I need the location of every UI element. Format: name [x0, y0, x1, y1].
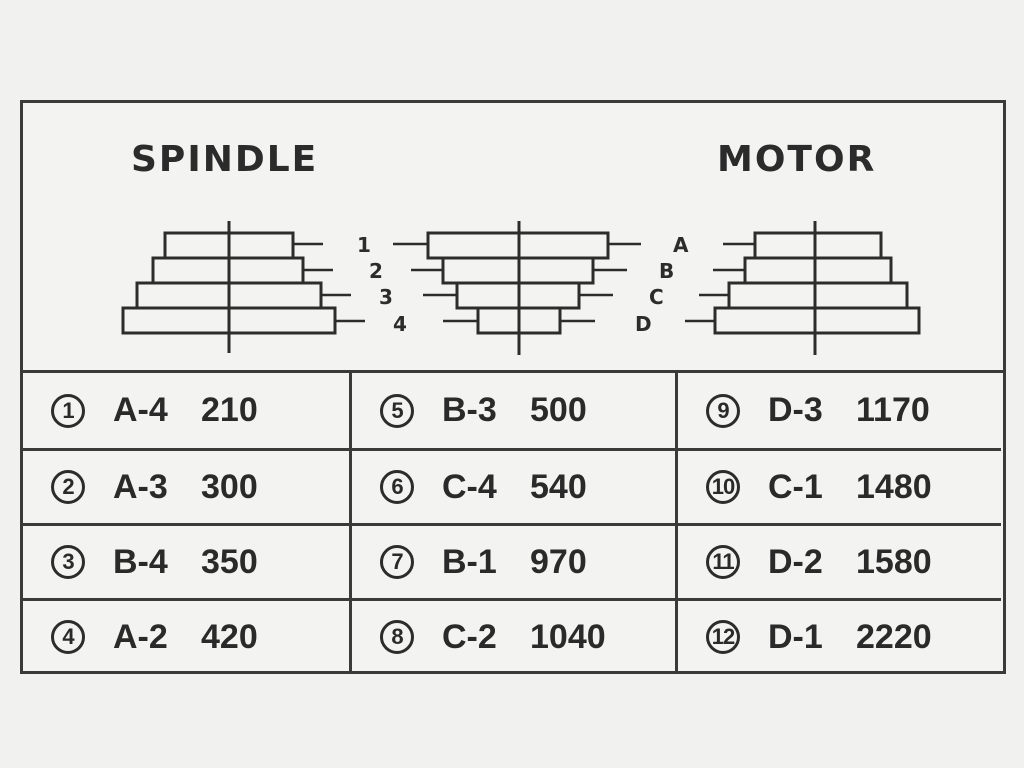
- speed-cell: [349, 448, 675, 523]
- speed-chart-plate: [20, 100, 1006, 674]
- belt-combo: B-1: [442, 542, 497, 581]
- step-number: 4: [51, 620, 85, 654]
- speed-cell: [349, 523, 675, 598]
- rpm-value: 970: [530, 542, 587, 581]
- motor-step-a: [755, 233, 881, 258]
- step-number: 1: [51, 394, 85, 428]
- step-number: 6: [380, 470, 414, 504]
- motor-step-label: C: [649, 285, 664, 309]
- belt-combo: A-4: [113, 391, 168, 429]
- speed-cell: [23, 448, 349, 523]
- rpm-value: 300: [201, 467, 258, 506]
- rpm-value: 350: [201, 542, 258, 581]
- speed-cell: [675, 523, 1001, 598]
- step-number: 11: [706, 545, 740, 579]
- rpm-value: 1580: [856, 542, 932, 581]
- rpm-value: 1040: [530, 617, 606, 656]
- pulley-diagram: [23, 103, 1003, 373]
- motor-step-label: D: [635, 312, 652, 336]
- speed-cell: [23, 373, 349, 448]
- speed-cell: [675, 373, 1001, 448]
- rpm-value: 420: [201, 617, 258, 656]
- motor-step-c: [729, 283, 907, 308]
- belt-combo: A-3: [113, 467, 168, 506]
- belt-combo: D-2: [768, 542, 823, 581]
- motor-heading: MOTOR: [717, 139, 877, 180]
- spindle-step-label: 2: [369, 259, 383, 283]
- belt-combo: C-4: [442, 467, 497, 506]
- spindle-step-label: 4: [393, 312, 407, 336]
- belt-combo: D-3: [768, 391, 823, 429]
- belt-combo: A-2: [113, 617, 168, 656]
- rpm-value: 2220: [856, 617, 932, 656]
- belt-combo: C-1: [768, 467, 823, 506]
- step-number: 8: [380, 620, 414, 654]
- rpm-value: 1170: [856, 391, 930, 429]
- speed-table: [23, 370, 1003, 671]
- rpm-value: 540: [530, 467, 587, 506]
- step-number: 2: [51, 470, 85, 504]
- speed-cell: [23, 523, 349, 598]
- speed-cell: [349, 598, 675, 673]
- motor-step-b: [745, 258, 891, 283]
- belt-combo: B-4: [113, 542, 168, 581]
- rpm-value: 1480: [856, 467, 932, 506]
- belt-combo: C-2: [442, 617, 497, 656]
- motor-pulley: [685, 221, 919, 355]
- step-number: 3: [51, 545, 85, 579]
- spindle-step-label: 1: [357, 233, 371, 257]
- spindle-step-label: 3: [379, 285, 393, 309]
- speed-cell: [675, 448, 1001, 523]
- step-number: 5: [380, 394, 414, 428]
- rpm-value: 500: [530, 391, 587, 429]
- speed-cell: [675, 598, 1001, 673]
- spindle-heading: SPINDLE: [131, 139, 319, 180]
- belt-combo: D-1: [768, 617, 823, 656]
- step-number: 9: [706, 394, 740, 428]
- speed-cell: [23, 598, 349, 673]
- belt-combo: B-3: [442, 391, 497, 429]
- motor-step-d: [715, 308, 919, 333]
- step-number: 10: [706, 470, 740, 504]
- motor-step-label: A: [673, 233, 689, 257]
- spindle-pulley: [123, 221, 365, 353]
- rpm-value: 210: [201, 391, 258, 429]
- speed-cell: [349, 373, 675, 448]
- motor-step-label: B: [659, 259, 675, 283]
- step-number: 12: [706, 620, 740, 654]
- center-pulley: [393, 221, 641, 355]
- step-number: 7: [380, 545, 414, 579]
